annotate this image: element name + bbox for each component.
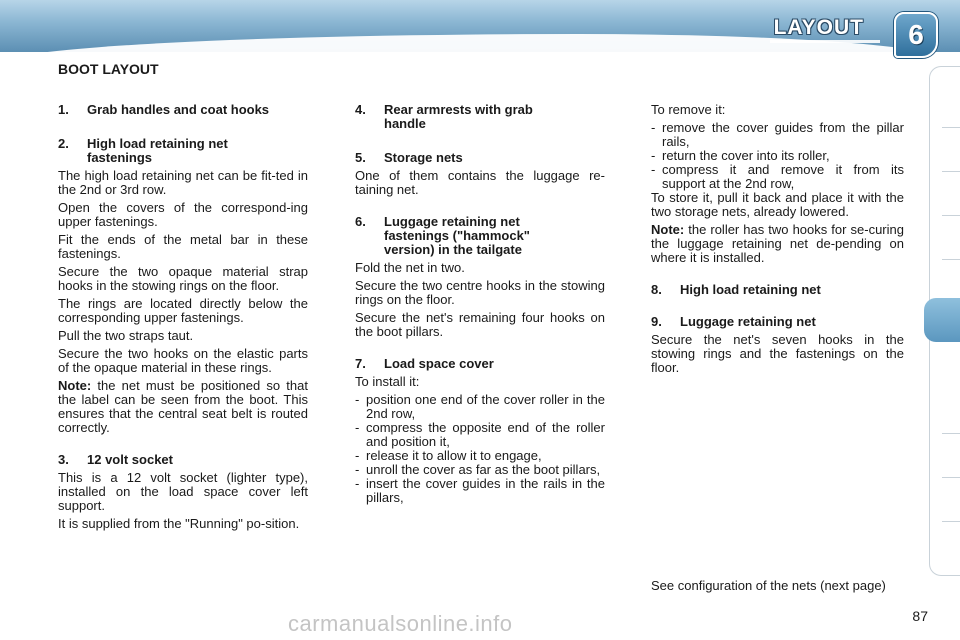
column-1: [58, 103, 308, 531]
tab-divider: [942, 127, 960, 128]
paragraph: Secure the net's remaining four hooks on the boot pillars.: [355, 310, 605, 339]
paragraph: To install it:: [355, 374, 420, 389]
paragraph: Secure the two centre hooks in the stowing rings on the floor.: [355, 278, 605, 307]
heading-8: 8. High load retaining net: [651, 282, 821, 297]
list-item: - compress the opposite end of the roller and position it,: [355, 420, 605, 449]
note-label: Note:: [651, 222, 685, 237]
tab-divider: [942, 433, 960, 434]
paragraph: One of them contains the luggage re-taining net.: [355, 168, 605, 197]
paragraph: To remove it:: [651, 102, 726, 117]
list-item: - insert the cover guides in the rails in the pillars,: [355, 476, 605, 505]
chapter-title: LAYOUT: [773, 16, 864, 39]
heading-6: 6. Luggage retaining net fastenings ("hammock" version) in the tailgate: [355, 214, 530, 257]
list-item: - compress it and remove it from its support at the 2nd row,: [651, 162, 904, 191]
list-item: - return the cover into its roller,: [651, 148, 830, 163]
paragraph: It is supplied from the "Running" po-sition.: [58, 516, 300, 531]
page-number: 87: [912, 608, 928, 624]
note: [58, 379, 308, 435]
list-item: - remove the cover guides from the pillar rails,: [651, 120, 904, 149]
install-steps-list: [355, 393, 605, 505]
heading-2: 2. High load retaining net fastenings: [58, 136, 228, 165]
paragraph: Secure the net's seven hooks in the stowing rings and the fastenings on the floor.: [651, 332, 904, 375]
list-item: - release it to allow it to engage,: [355, 448, 542, 463]
column-3: [651, 103, 904, 375]
heading-5: 5. Storage nets: [355, 150, 463, 165]
footer-note: See configuration of the nets (next page): [651, 578, 886, 593]
list-item: - position one end of the cover roller in the 2nd row,: [355, 392, 605, 421]
paragraph: To store it, pull it back and place it with the two storage nets, already lowered.: [651, 190, 904, 219]
paragraph: Secure the two opaque material strap hooks in the stowing rings on the floor.: [58, 264, 308, 293]
paragraph: This is a 12 volt socket (lighter type), installed on the load space cover left support.: [58, 470, 308, 513]
tab-divider: [942, 521, 960, 522]
remove-steps-list: [651, 121, 904, 191]
column-2: [355, 103, 605, 505]
paragraph: Pull the two straps taut.: [58, 328, 194, 343]
tab-divider: [942, 477, 960, 478]
heading-3: 3. 12 volt socket: [58, 452, 173, 467]
chapter-tab-active[interactable]: [924, 298, 960, 342]
list-item: - unroll the cover as far as the boot pillars,: [355, 462, 601, 477]
paragraph: The high load retaining net can be fit-ted in the 2nd or 3rd row.: [58, 168, 308, 197]
section-title: BOOT LAYOUT: [58, 61, 159, 77]
heading-9: 9. Luggage retaining net: [651, 314, 816, 329]
heading-7: 7. Load space cover: [355, 356, 494, 371]
header-band: [0, 0, 960, 52]
paragraph: Open the covers of the correspond-ing upper fastenings.: [58, 200, 308, 229]
heading-4: 4. Rear armrests with grab handle: [355, 102, 533, 131]
note-text: the net must be positioned so that the label can be seen from the boot. This ensures that the central seat belt is routed correctly.: [58, 378, 308, 435]
note-text: the roller has two hooks for se-curing the luggage retaining net de-pending on where it is installed.: [651, 222, 904, 265]
title-underline: [770, 40, 880, 43]
tab-divider: [942, 259, 960, 260]
paragraph: Fold the net in two.: [355, 260, 465, 275]
note: [651, 223, 904, 265]
note-label: Note:: [58, 378, 92, 393]
paragraph: The rings are located directly below the corresponding upper fastenings.: [58, 296, 308, 325]
paragraph: Fit the ends of the metal bar in these fastenings.: [58, 232, 308, 261]
tab-divider: [942, 215, 960, 216]
tab-divider: [942, 171, 960, 172]
chapter-number-badge: 6: [894, 12, 938, 58]
watermark: carmanualsonline.info: [288, 611, 513, 636]
paragraph: Secure the two hooks on the elastic parts of the opaque material in these rings.: [58, 346, 308, 375]
heading-1: 1. Grab handles and coat hooks: [58, 102, 270, 117]
